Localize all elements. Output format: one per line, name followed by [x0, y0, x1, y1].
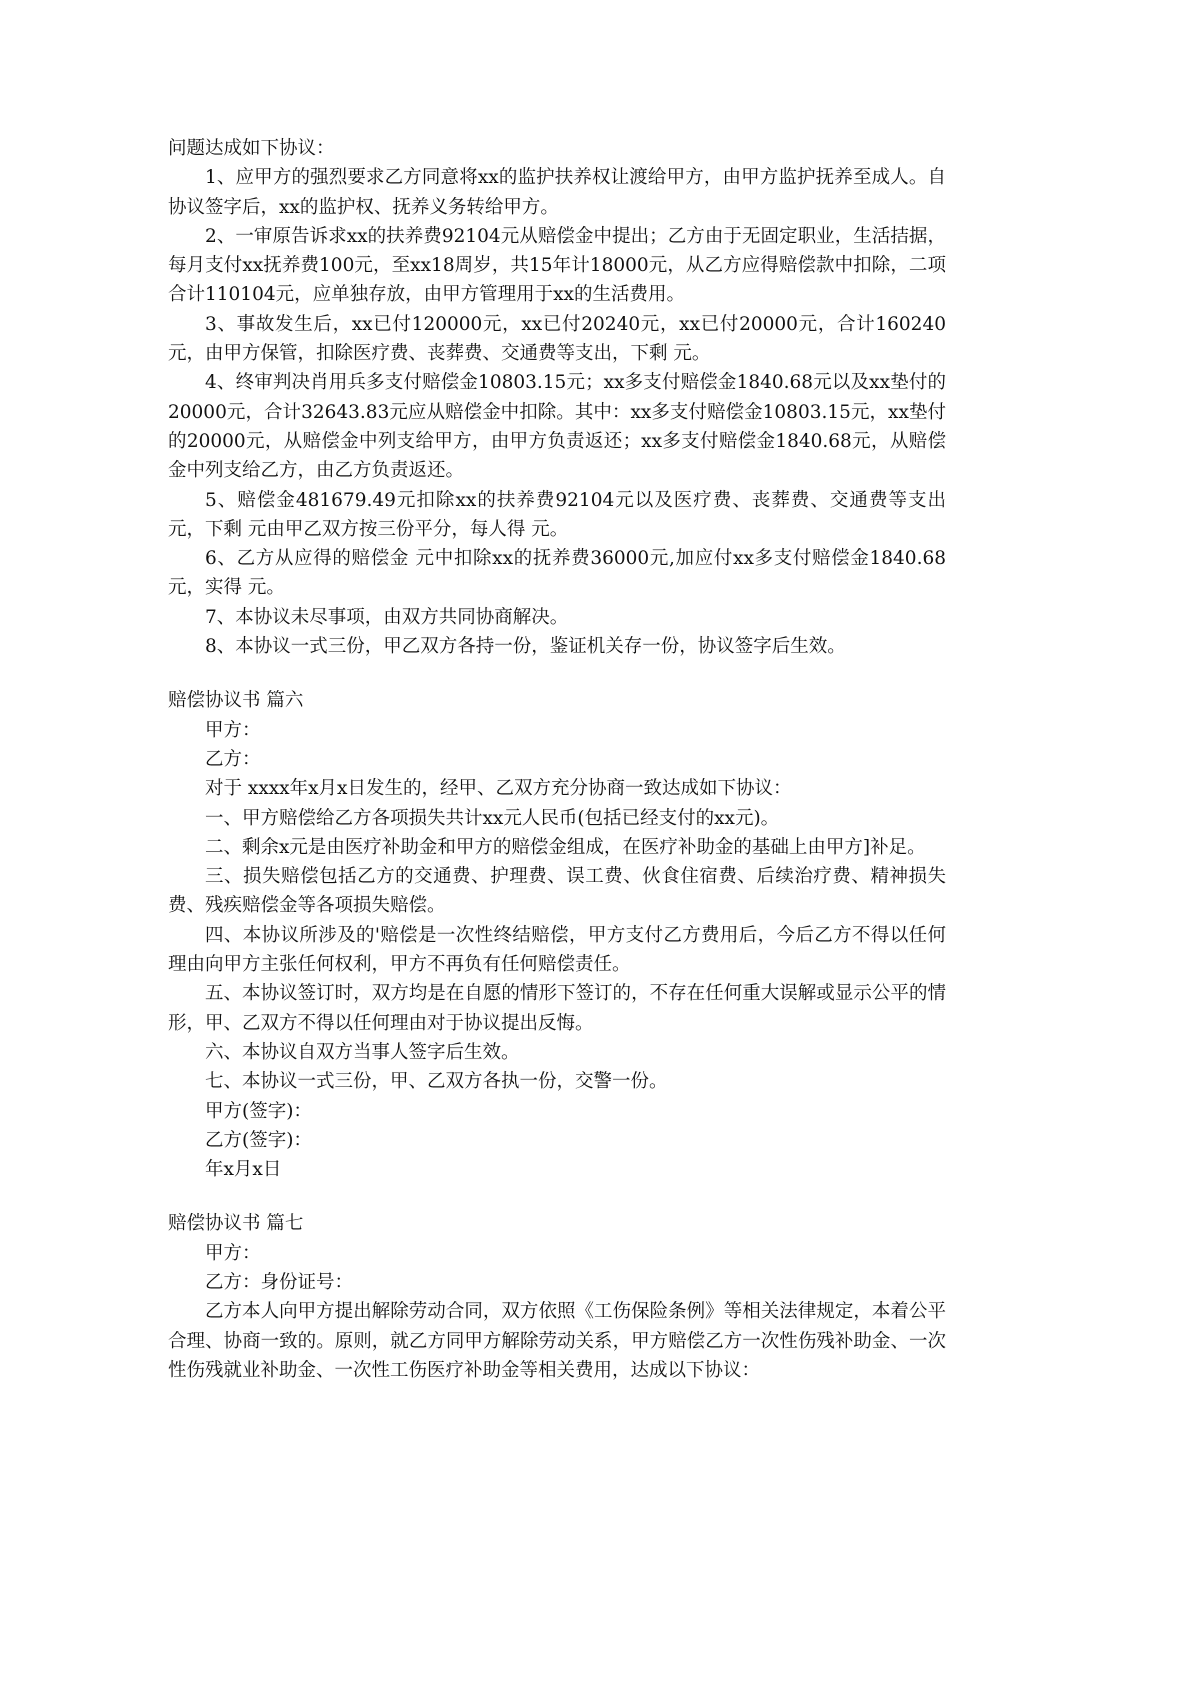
paragraph: 甲方： [205, 719, 261, 741]
section-heading: 赔偿协议书 篇七 [168, 1213, 304, 1235]
paragraph: 8、本协议一式三份，甲乙双方各持一份，鉴证机关存一份，协议签字后生效。 [205, 636, 846, 658]
paragraph: 四、本协议所涉及的'赔偿是一次性终结赔偿，甲方支付乙方费用后，今后乙方不得以任何理由向甲方主张任何权利，甲方不再负有任何赔偿责任。 [168, 924, 946, 976]
section-heading: 赔偿协议书 篇六 [168, 690, 304, 712]
paragraph: 甲方： [205, 1242, 261, 1264]
document-section [168, 1209, 946, 1385]
paragraph: 六、本协议自双方当事人签字后生效。 [205, 1041, 520, 1063]
paragraph: 五、本协议签订时，双方均是在自愿的情形下签订的，不存在任何重大误解或显示公平的情形，甲、乙双方不得以任何理由对于协议提出反悔。 [168, 983, 946, 1034]
paragraph: 1、应甲方的强烈要求乙方同意将xx的监护扶养权让渡给甲方，由甲方监护抚养至成人。自协议签字后，xx的监护权、抚养义务转给甲方。 [168, 167, 946, 218]
paragraph: 乙方(签字)： [205, 1129, 312, 1151]
paragraph: 6、乙方从应得的赔偿金 元中扣除xx的抚养费36000元,加应付xx多支付赔偿金1840.68元，实得 元。 [168, 548, 946, 599]
paragraph: 7、本协议未尽事项，由双方共同协商解决。 [205, 606, 569, 628]
document-section [168, 134, 946, 661]
paragraph: 乙方： [205, 748, 261, 770]
paragraph: 乙方本人向甲方提出解除劳动合同，双方依照《工伤保险条例》等相关法律规定，本着公平合理、协商一致的。原则，就乙方同甲方解除劳动关系，甲方赔偿乙方一次性伤残补助金、一次性伤残就业补助金、一次性工伤医疗补助金等相关费用，达成以下协议： [168, 1301, 946, 1381]
paragraph: 5、赔偿金481679.49元扣除xx的扶养费92104元以及医疗费、丧葬费、交通费等支出元，下剩 元由甲乙双方按三份平分，每人得 元。 [168, 489, 946, 540]
paragraph: 三、损失赔偿包括乙方的交通费、护理费、误工费、伙食住宿费、后续治疗费、精神损失费、残疾赔偿金等各项损失赔偿。 [168, 866, 946, 917]
paragraph: 一、甲方赔偿给乙方各项损失共计xx元人民币(包括已经支付的xx元)。 [205, 807, 780, 829]
paragraph: 甲方(签字)： [205, 1100, 312, 1122]
paragraph: 二、剩余x元是由医疗补助金和甲方的赔偿金组成，在医疗补助金的基础上由甲方]补足。 [205, 836, 926, 858]
paragraph: 乙方：身份证号： [205, 1271, 354, 1293]
paragraph: 4、终审判决肖用兵多支付赔偿金10803.15元；xx多支付赔偿金1840.68元以及xx垫付的20000元，合计32643.83元应从赔偿金中扣除。其中：xx多支付赔偿金10803.15元，xx垫付的20000元，从赔偿金中列支给甲方，由甲方负责返还；xx多支付赔偿金1840.68元，从赔偿金中列支给乙方，由乙方负责返还。 [168, 372, 946, 482]
paragraph: 3、事故发生后，xx已付120000元，xx已付20240元，xx已付20000元，合计160240元，由甲方保管，扣除医疗费、丧葬费、交通费等支出，下剩 元。 [168, 313, 946, 365]
paragraph: 七、本协议一式三份，甲、乙双方各执一份，交警一份。 [205, 1071, 668, 1093]
document-section [168, 686, 946, 1184]
paragraph: 年x月x日 [205, 1159, 282, 1181]
paragraph: 对于 xxxx年x月x日发生的，经甲、乙双方充分协商一致达成如下协议： [205, 778, 792, 800]
document-page [168, 134, 946, 1385]
section-intro: 问题达成如下协议： [168, 138, 335, 159]
paragraph: 2、一审原告诉求xx的扶养费92104元从赔偿金中提出；乙方由于无固定职业，生活拮据，每月支付xx抚养费100元，至xx18周岁，共15年计18000元，从乙方应得赔偿款中扣除，二项合计110104元，应单独存放，由甲方管理用于xx的生活费用。 [168, 225, 946, 306]
